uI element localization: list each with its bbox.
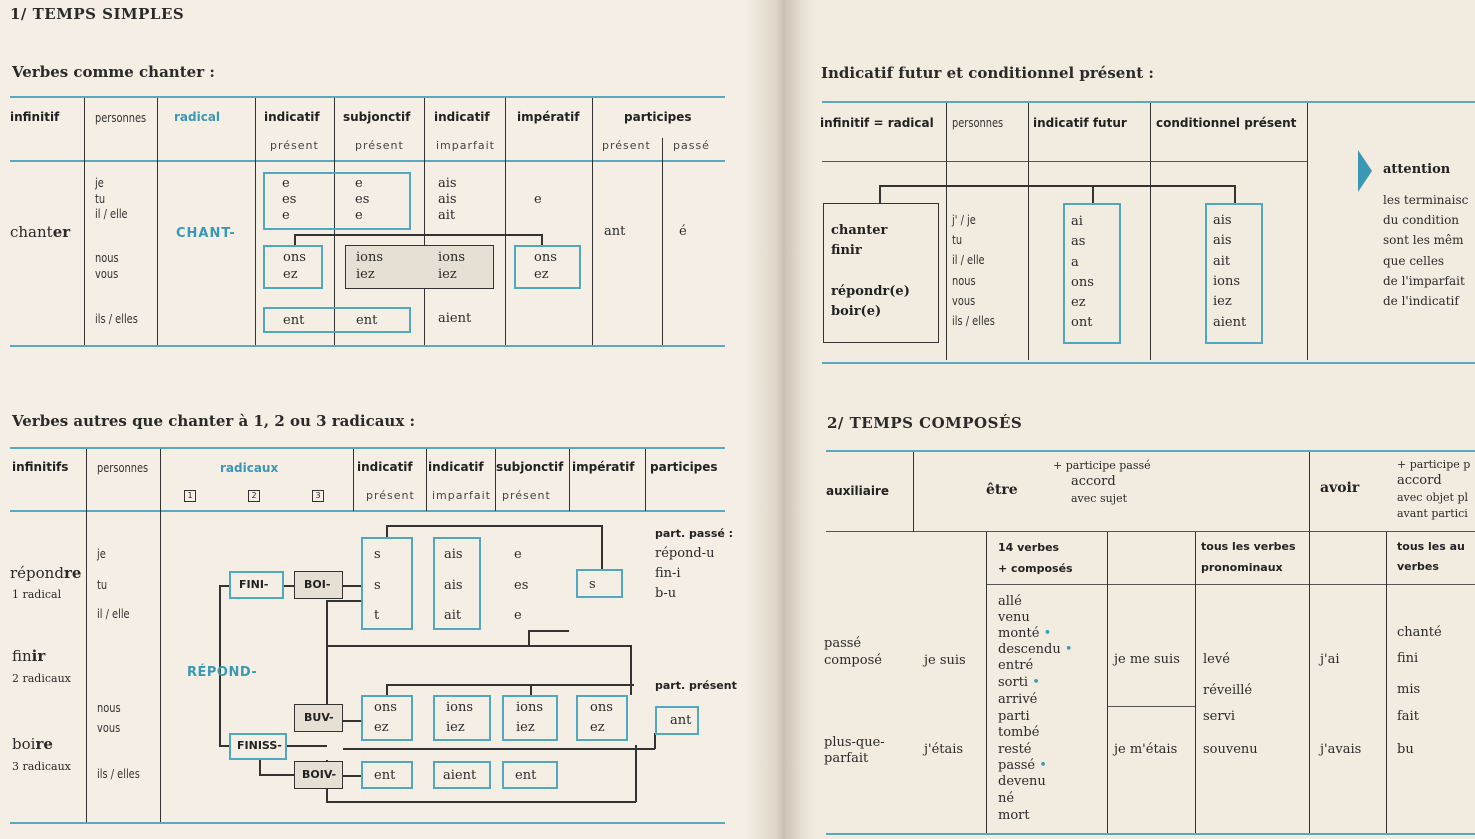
- table1-bottom-rule: [10, 345, 725, 347]
- t1-h-infinitif: infinitif: [10, 110, 60, 124]
- t3-cond-1: ais: [1213, 213, 1232, 228]
- t2-h-radicaux: radicaux: [220, 461, 279, 475]
- connector: [343, 775, 361, 777]
- t1-ind-2: es: [282, 192, 297, 207]
- t3-pers-vous: vous: [952, 294, 976, 308]
- t2-pers-tu: tu: [97, 578, 108, 592]
- t4-v14-6: sorti •: [998, 675, 1040, 690]
- t1-imper-2: ons: [534, 250, 557, 265]
- t4-avoir-note-3: avec objet pl: [1397, 491, 1469, 504]
- divider: [1386, 532, 1387, 833]
- table4-header-rule: [826, 531, 1475, 532]
- t2-ind-2: s: [374, 578, 381, 593]
- t4-aut-3: mis: [1397, 682, 1421, 697]
- t4-pron-1: levé: [1203, 652, 1230, 667]
- t3-note-2: du condition: [1383, 213, 1460, 227]
- connector: [654, 733, 656, 749]
- t1-subj-1: e: [355, 176, 363, 191]
- t4-v14-4: descendu •: [998, 642, 1073, 657]
- t4-pron-2: réveillé: [1203, 683, 1253, 698]
- t4-aut-1: chanté: [1397, 625, 1442, 640]
- divider: [255, 98, 256, 345]
- t3-pers-il: il / elle: [952, 253, 985, 267]
- t3-fut-5: ez: [1071, 295, 1086, 310]
- t2-subj-1: e: [514, 547, 522, 562]
- t2-verb-finir: finir: [12, 647, 46, 665]
- t4-v14-10: resté: [998, 742, 1032, 757]
- t2-box-ind-sg: [361, 537, 413, 630]
- table3-caption: Indicatif futur et conditionnel présent :: [821, 64, 1154, 82]
- t1-pers-nous: nous: [95, 251, 119, 265]
- t1-h-subjonctif: subjonctif: [343, 110, 411, 124]
- t2-ind-3: t: [374, 608, 380, 623]
- connector: [343, 748, 655, 750]
- t2-imp-3: ait: [444, 608, 462, 623]
- rad-repond: RÉPOND-: [187, 665, 258, 680]
- divider: [662, 138, 663, 345]
- t3-attention: attention: [1383, 162, 1451, 177]
- connector: [259, 774, 295, 776]
- t2-imp-2: ais: [444, 578, 463, 593]
- t1-h-imparfait: imparfait: [436, 139, 495, 152]
- t3-note-1: les terminaisc: [1383, 193, 1469, 207]
- connector: [635, 745, 637, 802]
- t4-avoir-note-2: accord: [1397, 473, 1442, 488]
- t4-etre-note-3: avec sujet: [1071, 492, 1128, 505]
- t4-je-me-suis: je me suis: [1114, 652, 1180, 667]
- table2-bottom-rule: [10, 822, 725, 824]
- divider: [1195, 532, 1196, 833]
- t2-part-present-label: part. présent: [655, 679, 737, 692]
- divider: [160, 449, 161, 822]
- t2-imp-5: iez: [446, 720, 465, 735]
- rad-finiss: FINISS-: [237, 739, 282, 752]
- t2-part-passe-label: part. passé :: [655, 527, 734, 540]
- t2-part-passe-1: répond-u: [655, 546, 715, 561]
- t1-h-participes: participes: [624, 110, 692, 124]
- book-gutter: [745, 0, 815, 839]
- t4-pqp-1: plus-que-: [824, 735, 885, 750]
- divider: [592, 98, 593, 345]
- mark: •: [1039, 758, 1047, 773]
- t2-part-present: ant: [670, 713, 692, 728]
- t2-note-1-radical: 1 radical: [12, 588, 62, 601]
- t2-ind-6: ent: [374, 768, 396, 783]
- divider: [1150, 103, 1151, 360]
- connector: [1092, 185, 1094, 203]
- t4-col-pron-2: pronominaux: [1201, 561, 1283, 574]
- t2-imper-1: s: [589, 577, 596, 592]
- connector: [326, 645, 630, 647]
- t3-pers-nous: nous: [952, 274, 976, 288]
- rad-fini: FINI-: [239, 578, 269, 591]
- t4-v14-14: mort: [998, 808, 1030, 823]
- t2-pers-nous: nous: [97, 701, 121, 715]
- table1-header-rule: [10, 160, 725, 162]
- connector: [294, 234, 542, 236]
- t2-subj-6: ent: [515, 768, 537, 783]
- t4-avoir-note-1: + participe p: [1397, 458, 1471, 471]
- table4-pron-rule: [1108, 706, 1195, 707]
- table3-top-rule: [822, 101, 1475, 103]
- t1-ind-6: ent: [283, 313, 305, 328]
- t3-verb-repondre: répondr(e): [831, 284, 910, 299]
- t2-h-indicatif2: indicatif: [428, 460, 484, 474]
- t3-h-infinitif-radical: infinitif = radical: [820, 116, 934, 130]
- t4-aut-4: fait: [1397, 709, 1419, 724]
- t2-imp-4: ions: [446, 700, 474, 715]
- t1-h-present2: présent: [355, 139, 404, 152]
- t4-col-aut-1: tous les au: [1397, 540, 1465, 553]
- t1-imp-5: iez: [438, 267, 457, 282]
- rad-boi: BOI-: [304, 578, 331, 591]
- t3-verb-boire: boir(e): [831, 304, 882, 319]
- mark: •: [1032, 675, 1040, 690]
- table4-sub-rule: [986, 584, 1475, 585]
- t2-imp-6: aient: [443, 768, 477, 783]
- t4-je-metais: je m'étais: [1114, 742, 1178, 757]
- t3-verb-chanter: chanter: [831, 223, 888, 238]
- divider: [913, 452, 914, 532]
- t4-pron-3: servi: [1203, 709, 1236, 724]
- connector: [343, 720, 361, 722]
- divider: [426, 449, 427, 511]
- t2-subj-3: e: [514, 608, 522, 623]
- table1-top-rule: [10, 96, 725, 98]
- t1-imp-1: ais: [438, 176, 457, 191]
- t1-subj-2: es: [355, 192, 370, 207]
- t4-v14-8: parti: [998, 709, 1030, 724]
- connector: [386, 684, 634, 686]
- rad-buv: BUV-: [304, 711, 334, 724]
- t1-ind-4: ons: [283, 250, 306, 265]
- t1-ind-3: e: [282, 208, 290, 223]
- t3-h-personnes: personnes: [952, 116, 1004, 130]
- mark: •: [1043, 626, 1052, 641]
- t1-imp-4: ions: [438, 250, 466, 265]
- t3-note-6: de l'indicatif: [1383, 294, 1459, 308]
- t1-imp-2: ais: [438, 192, 457, 207]
- t4-col-14-2: + composés: [998, 562, 1073, 575]
- t2-imper-3: ez: [590, 720, 605, 735]
- t2-h-present2: présent: [502, 489, 551, 502]
- t4-v14-9: tombé: [998, 725, 1040, 740]
- t2-pers-ils: ils / elles: [97, 767, 140, 781]
- t2-pers-je: je: [97, 547, 106, 561]
- divider: [1307, 103, 1308, 360]
- t2-note-3-radicaux: 3 radicaux: [12, 760, 71, 773]
- divider: [946, 103, 947, 360]
- t4-v14-3: monté •: [998, 626, 1052, 641]
- t1-pers-je: je: [95, 176, 104, 190]
- divider: [569, 449, 570, 511]
- t1-verb-chanter: chanter: [10, 223, 71, 241]
- t2-h-participes: participes: [650, 460, 718, 474]
- t2-h-indicatif: indicatif: [357, 460, 413, 474]
- table3-bottom-rule: [822, 362, 1475, 364]
- t2-h-personnes: personnes: [97, 461, 149, 475]
- connector: [343, 585, 361, 587]
- t2-h-imperatif: impératif: [572, 460, 635, 474]
- t1-imper-1: e: [534, 192, 542, 207]
- t1-h-indicatif: indicatif: [264, 110, 320, 124]
- t2-verb-repondre: répondre: [10, 564, 82, 582]
- divider: [505, 98, 506, 345]
- table4-bottom-rule: [826, 833, 1475, 835]
- t2-pers-il: il / elle: [97, 607, 130, 621]
- t4-v14-12: devenu: [998, 774, 1046, 789]
- t3-verb-finir: finir: [831, 243, 862, 258]
- t3-note-4: que celles: [1383, 254, 1445, 268]
- t2-ind-4: ons: [374, 700, 397, 715]
- t3-h-futur: indicatif futur: [1033, 116, 1127, 130]
- t4-col-pron-1: tous les verbes: [1201, 540, 1296, 553]
- table2-caption: Verbes autres que chanter à 1, 2 ou 3 radicaux :: [12, 412, 416, 430]
- t1-pers-il: il / elle: [95, 207, 128, 221]
- t2-pers-vous: vous: [97, 721, 121, 735]
- t1-h-part-present: présent: [602, 139, 651, 152]
- t1-imper-3: ez: [534, 267, 549, 282]
- t2-part-passe-2: fin-i: [655, 566, 681, 581]
- t4-v14-13: né: [998, 791, 1015, 806]
- t1-ind-5: ez: [283, 267, 298, 282]
- t1-part-passe: é: [679, 224, 687, 239]
- connector: [879, 185, 1235, 187]
- t2-h-imparfait: imparfait: [432, 489, 491, 502]
- section-title-temps-simples: 1/ TEMPS SIMPLES: [10, 5, 185, 23]
- t4-etre: être: [986, 482, 1018, 498]
- t3-pers-je: j' / je: [952, 213, 976, 227]
- t3-pers-tu: tu: [952, 233, 963, 247]
- attention-arrow-icon: [1358, 150, 1372, 192]
- t4-aut-5: bu: [1397, 742, 1414, 757]
- table2-header-rule: [10, 510, 725, 512]
- connector: [326, 600, 361, 602]
- divider: [157, 98, 158, 345]
- t4-etre-note-1: + participe passé: [1053, 459, 1151, 472]
- connector: [287, 745, 327, 747]
- t3-note-5: de l'imparfait: [1383, 274, 1465, 288]
- connector: [326, 600, 328, 720]
- t4-v14-1: allé: [998, 594, 1022, 609]
- t1-h-personnes: personnes: [95, 111, 147, 125]
- t3-h-conditionnel: conditionnel présent: [1156, 116, 1297, 130]
- t2-subj-4: ions: [516, 700, 544, 715]
- t4-v14-7: arrivé: [998, 692, 1038, 707]
- t3-fut-4: ons: [1071, 275, 1094, 290]
- t4-passe-2: composé: [824, 653, 882, 668]
- t1-imp-3: ait: [438, 208, 456, 223]
- connector: [630, 645, 632, 695]
- t1-subj-4: ions: [356, 250, 384, 265]
- connector: [601, 525, 603, 569]
- table4-top-rule: [826, 450, 1475, 452]
- t2-subj-2: es: [514, 578, 529, 593]
- t1-imp-6: aient: [438, 311, 472, 326]
- divider: [1309, 452, 1310, 833]
- t1-pers-tu: tu: [95, 192, 106, 206]
- t2-h-subjonctif: subjonctif: [496, 460, 564, 474]
- t1-pers-ils: ils / elles: [95, 312, 138, 326]
- t4-je-suis: je suis: [924, 653, 966, 668]
- divider: [986, 532, 987, 833]
- connector: [528, 630, 530, 645]
- connector: [1234, 185, 1236, 203]
- t2-h-present: présent: [366, 489, 415, 502]
- t3-cond-3: ait: [1213, 254, 1231, 269]
- connector: [259, 760, 261, 774]
- t1-h-present: présent: [270, 139, 319, 152]
- t4-javais: j'avais: [1320, 742, 1362, 757]
- t2-imp-1: ais: [444, 547, 463, 562]
- t3-fut-6: ont: [1071, 315, 1093, 330]
- t3-fut-3: a: [1071, 255, 1079, 270]
- t4-je-etais: j'étais: [924, 742, 964, 757]
- t2-h-num-1: 1: [184, 490, 196, 502]
- t4-avoir: avoir: [1320, 480, 1360, 496]
- t2-h-infinitifs: infinitifs: [12, 460, 69, 474]
- t4-etre-note-2: accord: [1071, 474, 1116, 489]
- t2-verb-boire: boire: [12, 735, 53, 753]
- t1-subj-5: iez: [356, 267, 375, 282]
- connector: [326, 801, 636, 803]
- t4-pron-4: souvenu: [1203, 742, 1258, 757]
- divider: [84, 98, 85, 345]
- divider: [424, 98, 425, 345]
- table1-caption: Verbes comme chanter :: [12, 63, 215, 81]
- t4-v14-11: passé •: [998, 758, 1047, 773]
- connector: [386, 525, 602, 527]
- divider: [1028, 103, 1029, 360]
- t3-pers-ils: ils / elles: [952, 314, 995, 328]
- t1-h-indicatif2: indicatif: [434, 110, 490, 124]
- mark: •: [1064, 642, 1073, 657]
- t4-jai: j'ai: [1320, 652, 1340, 667]
- t1-h-radical: radical: [174, 110, 221, 124]
- divider: [86, 449, 87, 822]
- t2-imper-2: ons: [590, 700, 613, 715]
- t3-fut-1: ai: [1071, 214, 1083, 229]
- t2-h-num-3: 3: [312, 490, 324, 502]
- t3-fut-2: as: [1071, 234, 1086, 249]
- t4-v14-5: entré: [998, 658, 1034, 673]
- t1-subj-3: e: [355, 208, 363, 223]
- t4-avoir-note-4: avant partici: [1397, 507, 1468, 520]
- section-title-temps-composes: 2/ TEMPS COMPOSÉS: [827, 414, 1023, 432]
- t2-box-imper-s: [576, 569, 623, 598]
- connector: [386, 525, 388, 537]
- t4-pqp-2: parfait: [824, 751, 869, 766]
- t3-note-3: sont les mêm: [1383, 233, 1464, 247]
- divider: [1107, 532, 1108, 833]
- t4-v14-2: venu: [998, 610, 1030, 625]
- t4-col-aut-2: verbes: [1397, 560, 1439, 573]
- t2-ind-1: s: [374, 547, 381, 562]
- t1-subj-6: ent: [356, 313, 378, 328]
- divider: [353, 449, 354, 511]
- t1-h-imperatif: impératif: [517, 110, 580, 124]
- t3-cond-5: iez: [1213, 294, 1232, 309]
- t4-auxiliaire: auxiliaire: [826, 484, 889, 498]
- divider: [645, 449, 646, 511]
- table2-top-rule: [10, 447, 725, 449]
- connector: [879, 185, 881, 203]
- t1-radical-chant: CHANT-: [176, 226, 236, 241]
- divider: [495, 449, 496, 511]
- t3-cond-4: ions: [1213, 274, 1241, 289]
- t2-h-num-2: 2: [248, 490, 260, 502]
- t2-part-passe-3: b-u: [655, 586, 677, 601]
- t4-passe-1: passé: [824, 636, 862, 651]
- t2-note-2-radicaux: 2 radicaux: [12, 672, 71, 685]
- t4-col-14-1: 14 verbes: [998, 541, 1060, 554]
- t1-ind-1: e: [282, 176, 290, 191]
- t1-h-part-passe: passé: [673, 139, 710, 152]
- t2-ind-5: ez: [374, 720, 389, 735]
- t4-aut-2: fini: [1397, 651, 1419, 666]
- t1-pers-vous: vous: [95, 267, 119, 281]
- table3-header-rule: [822, 161, 1307, 162]
- t1-part-present: ant: [604, 224, 626, 239]
- rad-boiv: BOIV-: [302, 768, 337, 781]
- t2-subj-5: iez: [516, 720, 535, 735]
- t3-cond-6: aient: [1213, 315, 1247, 330]
- t3-cond-2: ais: [1213, 233, 1232, 248]
- connector: [528, 630, 569, 632]
